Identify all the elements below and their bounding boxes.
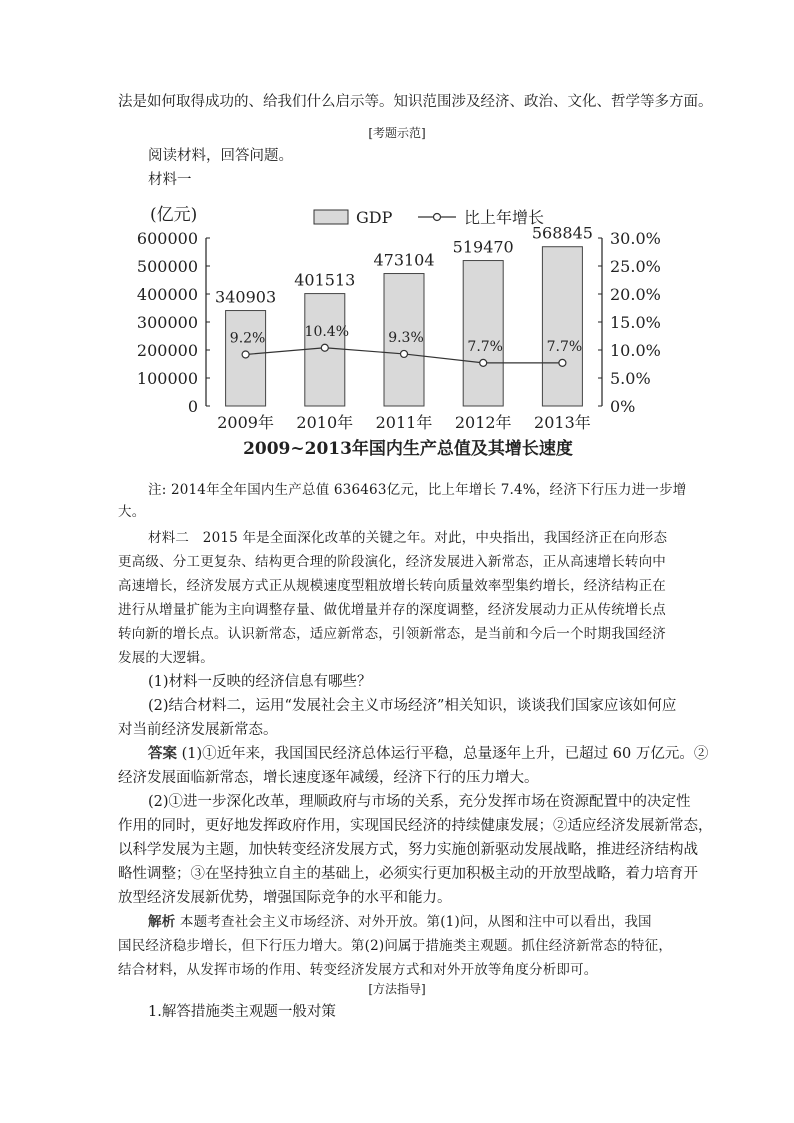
growth-point xyxy=(242,351,249,358)
legend-growth-marker xyxy=(434,214,441,221)
analysis-line-2: 国民经济稳步增长，但下行压力增大。第(2)问属于措施类主观题。抓住经济新常态的特征， xyxy=(118,938,673,954)
analysis-text-1: 本题考查社会主义市场经济、对外开放。第(1)问，从图和注中可以看出，我国 xyxy=(179,914,652,930)
note-line-2: 大。 xyxy=(118,504,146,520)
growth-point-label: 10.4% xyxy=(304,323,350,340)
x-tick-label: 2009年 xyxy=(217,413,274,432)
chart-title: 2009~2013年国内生产总值及其增长速度 xyxy=(243,439,573,459)
gdp-bar xyxy=(542,247,582,406)
growth-point xyxy=(480,359,487,366)
material2-line-5: 转向新的增长点。认识新常态，适应新常态，引领新常态，是当前和今后一个时期我国经济 xyxy=(118,626,666,642)
left-tick-label: 300000 xyxy=(136,313,198,332)
answer-line-3: (2)①进一步深化改革，理顺政府与市场的关系，充分发挥市场在资源配置中的决定性 xyxy=(148,794,691,810)
left-tick-label: 0 xyxy=(187,397,198,416)
right-tick-label: 10.0% xyxy=(610,341,661,360)
material2-line-1: 材料二 2015 年是全面深化改革的关键之年。对此，中央指出，我国经济正在向形态 xyxy=(148,530,668,546)
left-tick-label: 600000 xyxy=(136,229,198,248)
growth-point-label: 9.2% xyxy=(229,330,266,347)
analysis-line-1 xyxy=(148,912,708,932)
right-tick-label: 5.0% xyxy=(610,369,651,388)
x-tick-label: 2013年 xyxy=(534,413,591,432)
legend-growth-label: 比上年增长 xyxy=(464,208,545,227)
right-tick-label: 30.0% xyxy=(610,229,661,248)
left-tick-label: 400000 xyxy=(136,285,198,304)
x-tick-label: 2012年 xyxy=(454,413,512,432)
answer-line-2: 经济发展面临新常态，增长速度逐年减缓，经济下行的压力增大。 xyxy=(118,770,539,786)
material2-line-2: 更高级、分工更复杂、结构更合理的阶段演化，经济发展进入新常态，正从高速增长转向中 xyxy=(118,554,666,570)
answer-line-5: 以科学发展为主题，加快转变经济发展方式，努力实施创新驱动发展战略，推进经济结构战 xyxy=(118,842,698,858)
right-tick-label: 0% xyxy=(610,397,636,416)
gdp-bar-value-label: 473104 xyxy=(373,250,435,270)
left-tick-label: 100000 xyxy=(136,369,198,388)
section-heading-method: [方法指导] xyxy=(368,982,426,996)
answer-line-6: 略性调整；③在坚持独立自主的基础上，必须实行更加积极主动的开放型战略，着力培育开 xyxy=(118,866,698,882)
right-tick-label: 25.0% xyxy=(610,257,661,276)
material2-line-4: 进行从增量扩能为主向调整存量、做优增量并存的深度调整，经济发展动力正从传统增长点 xyxy=(118,602,666,618)
left-tick-label: 200000 xyxy=(136,341,198,360)
growth-point-label: 7.7% xyxy=(546,338,583,355)
left-tick-label: 500000 xyxy=(136,257,198,276)
note-line-1: 注: 2014年全年国内生产总值 636463亿元，比上年增长 7.4%，经济下行压力进一步增 xyxy=(148,482,687,498)
analysis-line-3: 结合材料，从发挥市场的作用、转变经济发展方式和对外开放等角度分析即可。 xyxy=(118,962,598,978)
growth-point xyxy=(559,359,566,366)
gdp-bar-value-label: 401513 xyxy=(294,270,356,290)
material2-line-6: 发展的大逻辑。 xyxy=(118,650,214,666)
right-tick-label: 15.0% xyxy=(610,313,661,332)
bottom-line: 1.解答措施类主观题一般对策 xyxy=(148,1004,336,1020)
left-axis-unit-label: (亿元) xyxy=(150,205,198,225)
legend-gdp-swatch xyxy=(314,210,348,224)
growth-point-label: 9.3% xyxy=(388,329,424,346)
material1-label: 材料一 xyxy=(148,172,192,188)
x-tick-label: 2010年 xyxy=(296,413,354,432)
right-tick-label: 20.0% xyxy=(610,285,661,304)
section-heading-example: [考题示范] xyxy=(368,126,426,140)
gdp-chart xyxy=(0,198,794,468)
legend-gdp-label: GDP xyxy=(356,208,393,227)
answer-text-1: (1)①近年来，我国国民经济总体运行平稳，总量逐年上升，已超过 60 万亿元。② xyxy=(181,746,709,762)
growth-point xyxy=(321,344,328,351)
answer-label: 答案 xyxy=(148,745,177,762)
analysis-label: 解析 xyxy=(148,914,176,930)
question-2-line-2: 对当前经济发展新常态。 xyxy=(118,722,278,738)
question-1: (1)材料一反映的经济信息有哪些？ xyxy=(148,674,372,690)
answer-line-7: 放型经济发展新优势，增强国际竞争的水平和能力。 xyxy=(118,890,452,906)
answer-line-1 xyxy=(148,744,708,764)
growth-point-label: 7.7% xyxy=(467,338,503,355)
answer-line-4: 作用的同时，更好地发挥政府作用，实现国民经济的持续健康发展；②适应经济发展新常态， xyxy=(118,818,713,834)
gdp-bar-value-label: 519470 xyxy=(452,237,514,257)
top-line: 法是如何取得成功的、给我们什么启示等。知识范围涉及经济、政治、文化、哲学等多方面。 xyxy=(118,94,713,110)
x-tick-label: 2011年 xyxy=(375,413,433,432)
question-2-line-1: (2)结合材料二，运用“发展社会主义市场经济”相关知识，谈谈我们国家应该如何应 xyxy=(148,698,677,714)
gdp-bar-value-label: 340903 xyxy=(215,287,277,307)
gdp-bar xyxy=(463,261,503,406)
growth-point xyxy=(401,350,408,357)
prompt-text: 阅读材料，回答问题。 xyxy=(148,148,293,164)
gdp-bar-value-label: 568845 xyxy=(531,223,593,243)
material2-line-3: 高速增长，经济发展方式正从规模速度型粗放增长转向质量效率型集约增长，经济结构正在 xyxy=(118,578,666,594)
